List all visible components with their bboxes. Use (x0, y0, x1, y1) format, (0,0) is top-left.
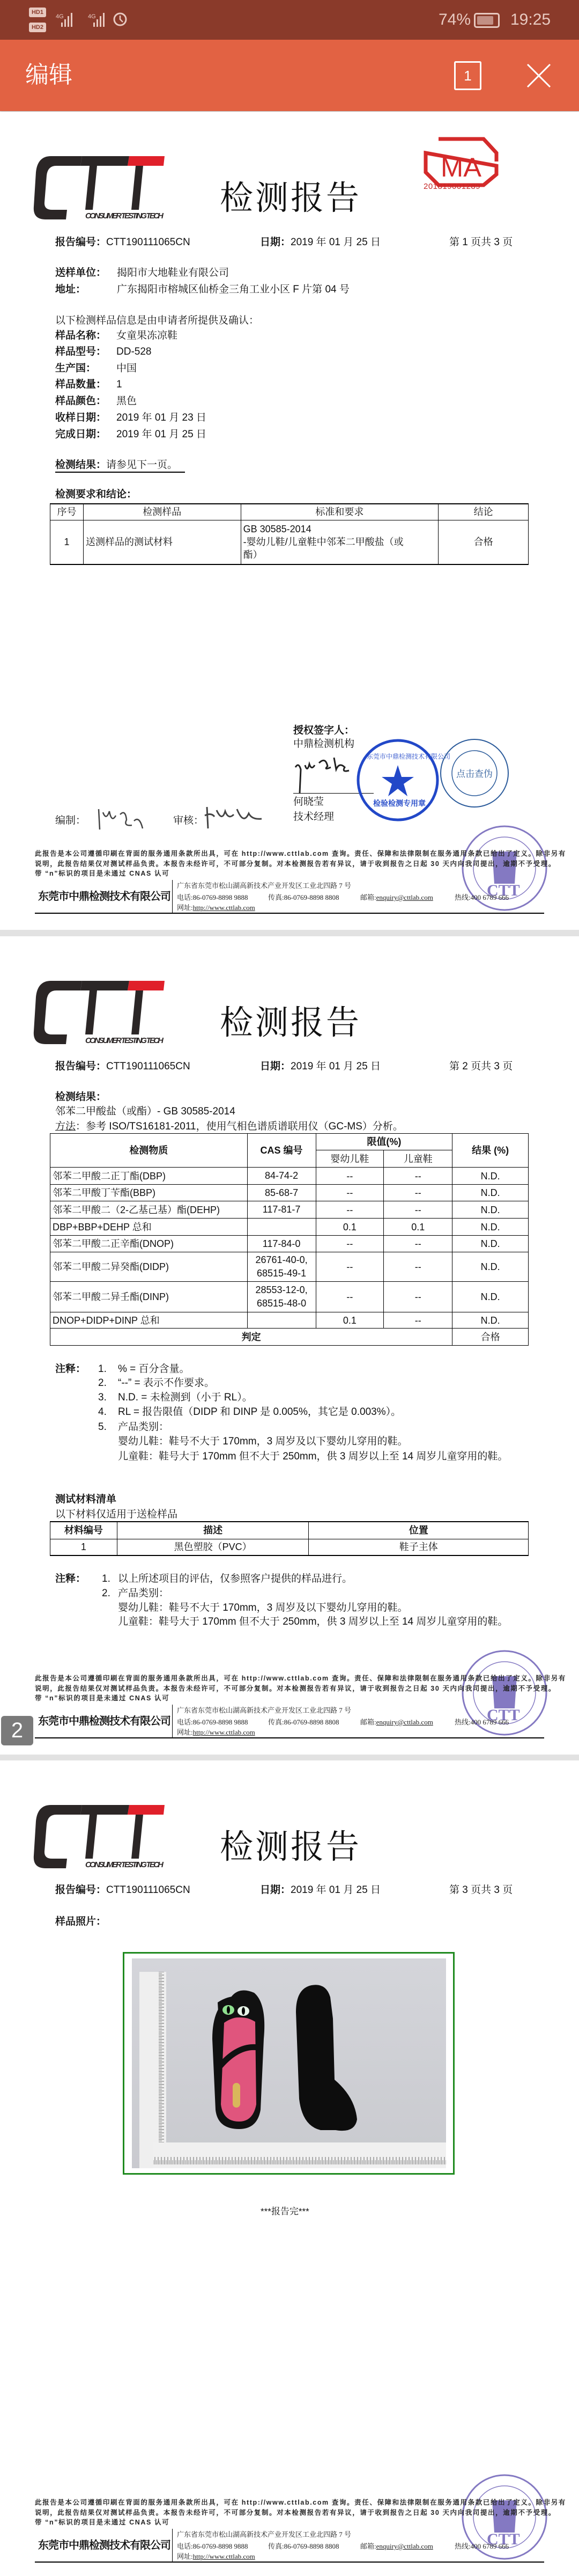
row-number: 1 (50, 520, 84, 564)
material-number: 1 (50, 1539, 117, 1555)
prepared-by-label: 编制： (55, 815, 86, 826)
signatory-title: 技术经理 (293, 811, 335, 823)
svg-text:4G: 4G (88, 13, 96, 20)
column-header: 标准和要求 (241, 504, 439, 520)
footer-phone: 电话:86-0769-8898 9888 (177, 2542, 248, 2550)
footer-website[interactable]: 网址:http://www.cttlab.com (177, 2552, 255, 2560)
note-text: 儿童鞋：鞋号大于 170mm 但不大于 250mm，供 3 周岁以上至 14 周岁儿童穿用的鞋。 (118, 1616, 508, 1627)
footer-website[interactable]: 网址:http://www.cttlab.com (177, 904, 255, 912)
document-title: 检测报告 (220, 1829, 362, 1866)
row-sample: 送测样品的测试材料 (83, 520, 241, 564)
table-row (50, 1201, 529, 1219)
notes-label: 注释： (55, 1363, 86, 1375)
sample-info-value: 2019 年 01 月 25 日 (116, 429, 206, 440)
column-header: 检测样品 (83, 504, 241, 520)
sample-info-label: 样品颜色： (55, 395, 107, 407)
cell-result: N.D. (452, 1185, 529, 1201)
page-badge: 2 (1, 1716, 33, 1745)
cell-infant: -- (316, 1282, 384, 1312)
note-number: 2. (102, 1588, 110, 1599)
client-value: 揭阳市大地鞋业有限公司 (117, 267, 229, 278)
svg-text:CTT: CTT (487, 2530, 520, 2548)
sim1-hd-badge: HD1 (29, 8, 46, 17)
sample-photo (132, 1958, 446, 2168)
table-row (50, 520, 529, 564)
sample-info-label: 收样日期： (55, 412, 107, 423)
footer-hotline: 热线:400 6789 666 (455, 2542, 509, 2550)
sample-info-value: 2019 年 01 月 23 日 (116, 412, 206, 423)
cell-result: N.D. (452, 1219, 529, 1236)
test-result-summary: 检测结果：请参见下一页。 (55, 459, 185, 473)
conclusion-heading: 检测要求和结论： (55, 489, 137, 500)
table-row (50, 1539, 529, 1555)
column-header: 位置 (309, 1522, 529, 1539)
cma-number: 201819001289 (424, 182, 481, 191)
table-header-row (50, 1522, 529, 1539)
table-row (50, 1282, 529, 1312)
table-row (50, 1185, 529, 1201)
table-row (50, 1252, 529, 1282)
cell-cas: 26761-40-0, 68515-49-1 (247, 1252, 316, 1282)
note-text: 产品类别： (118, 1421, 169, 1433)
footer-address: 广东省东莞市松山湖高新技术产业开发区工业北四路 7 号 (177, 882, 352, 890)
sample-info-label: 完成日期： (55, 429, 107, 440)
cell-infant: -- (316, 1252, 384, 1282)
note-text: “--” = 表示不作要求。 (118, 1377, 214, 1389)
svg-text:东莞市中鼎检测技术有限公司: 东莞市中鼎检测技术有限公司 (367, 753, 451, 760)
svg-text:CONSUMER TESTING TECH: CONSUMER TESTING TECH (85, 1860, 164, 1869)
ctt-logo (29, 1803, 166, 1870)
sample-info-label: 样品型号： (55, 346, 107, 357)
footer-phone: 电话:86-0769-8898 9888 (177, 1718, 248, 1726)
page-footer (35, 2529, 544, 2563)
footer-email[interactable]: 邮箱:enquiry@cttlab.com (360, 893, 433, 901)
column-header: 儿童鞋 (384, 1150, 452, 1168)
cell-substance: 邻苯二甲酸二正丁酯(DBP) (50, 1168, 248, 1185)
ctt-logo (29, 979, 166, 1046)
results-heading: 检测结果： (55, 1091, 107, 1103)
cell-result: N.D. (452, 1312, 529, 1329)
report-page-1 (0, 112, 579, 930)
note-text: % = 百分含量。 (118, 1363, 190, 1375)
reviewed-signature (204, 804, 265, 831)
note-number: 1. (98, 1363, 107, 1375)
sample-info-value: 1 (116, 379, 122, 390)
column-header: 结论 (439, 504, 529, 520)
materials-heading: 测试材料清单 (55, 1494, 117, 1505)
note-number: 1. (102, 1573, 110, 1584)
note-text: RL = 报告限值（DIDP 和 DINP 是 0.005%，其它是 0.003%）。 (118, 1406, 402, 1418)
verdict-label: 判定 (50, 1329, 452, 1346)
cell-child: -- (384, 1168, 452, 1185)
battery-percent: 74% (439, 11, 471, 28)
row-conclusion: 合格 (439, 520, 529, 564)
cell-infant: -- (316, 1168, 384, 1185)
footer-fax: 传真:86-0769-8898 8808 (268, 1718, 339, 1726)
sample-info-value: 黑色 (116, 395, 137, 407)
ctt-logo (29, 154, 166, 222)
cell-result: N.D. (452, 1236, 529, 1252)
prepared-signature (96, 805, 145, 832)
signatory-org: 中鼎检测机构 (293, 738, 355, 750)
note-number: 4. (98, 1406, 107, 1418)
sample-info-label: 生产国： (55, 363, 96, 374)
footer-address: 广东省东莞市松山湖高新技术产业开发区工业北四路 7 号 (177, 2530, 352, 2538)
materials-table (50, 1521, 529, 1556)
table-header-row (50, 504, 529, 520)
cell-child: -- (384, 1252, 452, 1282)
page-footer (35, 880, 544, 914)
document-title: 检测报告 (220, 180, 362, 217)
note-text: 产品类别： (118, 1588, 169, 1599)
column-header: CAS 编号 (247, 1134, 316, 1168)
table-row (50, 1312, 529, 1329)
table-row (50, 1236, 529, 1252)
cell-substance: 邻苯二甲酸丁苄酯(BBP) (50, 1185, 248, 1201)
note-text: 儿童鞋：鞋号大于 170mm 但不大于 250mm，供 3 周岁以上至 14 周岁儿童穿用的鞋。 (118, 1451, 508, 1462)
signal-icons (28, 8, 140, 38)
footer-company: 东莞市中鼎检测技术有限公司 (35, 880, 173, 914)
cell-cas: 84-74-2 (247, 1168, 316, 1185)
note-number: 5. (98, 1421, 107, 1433)
app-title: 编辑 (25, 62, 72, 88)
footer-hotline: 热线:400 6789 666 (455, 1718, 509, 1726)
disclaimer-line: 说明，此报告结果仅对测试样品负责。本报告未经许可，不可部分复制。对本检测报告若有异议，请于收到报告之日起 30 天内向我司提出，逾期不予受理。 (35, 1685, 556, 1692)
cell-cas: 117-81-7 (247, 1201, 316, 1219)
svg-text:CONSUMER TESTING TECH: CONSUMER TESTING TECH (85, 1036, 164, 1045)
note-text: 婴幼儿鞋：鞋号不大于 170mm，3 周岁及以下婴幼儿穿用的鞋。 (118, 1436, 408, 1447)
footer-hotline: 热线:400 6789 666 (455, 893, 509, 901)
footer-fax: 传真:86-0769-8898 8808 (268, 893, 339, 901)
cell-substance: 邻苯二甲酸二（2-乙基己基）酯(DEHP) (50, 1201, 248, 1219)
disclaimer-line: 带 “n”标识的项目是未通过 CNAS 认可 (35, 1694, 170, 1702)
disclaimer-line: 带 “n”标识的项目是未通过 CNAS 认可 (35, 2519, 170, 2526)
cell-result: N.D. (452, 1282, 529, 1312)
row-standard: GB 30585-2014 -婴幼儿鞋/儿童鞋中邻苯二甲酸盐（或 酯） (241, 520, 439, 564)
footer-address: 广东省东莞市松山湖高新技术产业开发区工业北四路 7 号 (177, 1706, 352, 1714)
page-footer (35, 1705, 544, 1738)
client-label: 送样单位： (55, 267, 107, 278)
svg-text:CTT: CTT (487, 882, 520, 899)
report-end: ***报告完*** (261, 2206, 309, 2217)
table-row (50, 1168, 529, 1185)
cell-child: -- (384, 1282, 452, 1312)
footer-company: 东莞市中鼎检测技术有限公司 (35, 2529, 173, 2563)
column-header: 结果 (%) (452, 1134, 529, 1168)
disclaimer-line: 说明，此报告结果仅对测试样品负责。本报告未经许可，不可部分复制。对本检测报告若有异议，请于收到报告之日起 30 天内向我司提出，逾期不予受理。 (35, 2509, 556, 2516)
disclaimer-line: 带 “n”标识的项目是未通过 CNAS 认可 (35, 870, 170, 877)
page-number: 第 1 页共 3 页 (449, 237, 513, 248)
conclusion-table (50, 503, 529, 565)
cell-infant: 0.1 (316, 1219, 384, 1236)
cell-cas: 28553-12-0, 68515-48-0 (247, 1282, 316, 1312)
svg-text:4G: 4G (56, 13, 64, 20)
note-number: 3. (98, 1392, 107, 1403)
test-item: 邻苯二甲酸盐（或酯）- GB 30585-2014 (55, 1106, 235, 1117)
cell-child: -- (384, 1312, 452, 1329)
battery-icon (474, 13, 500, 28)
sample-info-value: 女童果冻凉鞋 (116, 330, 178, 341)
cell-child: 0.1 (384, 1219, 452, 1236)
cell-infant: -- (316, 1185, 384, 1201)
signatory-name: 何晓莹 (293, 796, 324, 808)
cell-substance: 邻苯二甲酸二异癸酯(DIDP) (50, 1252, 248, 1282)
verdict-value: 合格 (452, 1329, 529, 1346)
report-page-3 (0, 1760, 579, 2576)
verdict-row (50, 1329, 529, 1346)
disclaimer-line: 此报告是本公司遵循印刷在背面的服务通用条款所出具，可在 http://www.cttlab.com 查询。责任、保障和法律限制在服务通用条款已给出了定义。除非另有 (35, 2499, 566, 2506)
clock: 19:25 (510, 11, 551, 28)
page-number: 第 3 页共 3 页 (449, 1884, 513, 1896)
sample-info-value: 中国 (116, 363, 137, 374)
notes-label: 注释： (55, 1573, 86, 1584)
column-header: 检测物质 (50, 1134, 248, 1168)
cell-infant: 0.1 (316, 1312, 384, 1329)
photo-label: 样品照片： (55, 1916, 107, 1927)
svg-text:CTT: CTT (487, 1706, 520, 1724)
cell-substance: DNOP+DIDP+DINP 总和 (50, 1312, 248, 1329)
official-seal-stamp (355, 737, 451, 823)
report-page-2 (0, 936, 579, 1755)
app-bar (0, 40, 579, 111)
material-description: 黑色塑胶（PVC） (117, 1539, 309, 1555)
cell-substance: 邻苯二甲酸二正辛酯(DNOP) (50, 1236, 248, 1252)
test-method: 方法：参考 ISO/TS16181-2011，使用气相色谱质谱联用仪（GC-MS）分析。 (55, 1121, 403, 1132)
disclaimer-line: 此报告是本公司遵循印刷在背面的服务通用条款所出具，可在 http://www.cttlab.com 查询。责任、保障和法律限制在服务通用条款已给出了定义。除非另有 (35, 850, 566, 857)
cell-result: N.D. (452, 1201, 529, 1219)
cell-result: N.D. (452, 1252, 529, 1282)
cell-cas: 85-68-7 (247, 1185, 316, 1201)
note-text: 以上所述项目的评估，仅参照客户提供的样品进行。 (118, 1573, 353, 1584)
sample-photo-frame (123, 1952, 455, 2175)
material-location: 鞋子主体 (309, 1539, 529, 1555)
column-header: 描述 (117, 1522, 309, 1539)
svg-text:MA: MA (441, 152, 482, 182)
footer-company: 东莞市中鼎检测技术有限公司 (35, 1705, 173, 1738)
sample-info-label: 样品名称： (55, 330, 107, 341)
svg-text:检验检测专用章: 检验检测专用章 (373, 799, 426, 808)
column-header: 序号 (50, 504, 84, 520)
column-header: 限值(%) (316, 1134, 452, 1150)
report-number: 报告编号：CTT190111065CN (55, 1061, 190, 1072)
disclaimer-line: 此报告是本公司遵循印刷在背面的服务通用条款所出具，可在 http://www.cttlab.com 查询。责任、保障和法律限制在服务通用条款已给出了定义。除非另有 (35, 1675, 566, 1682)
cell-substance: 邻苯二甲酸二异壬酯(DINP) (50, 1282, 248, 1312)
table-row (50, 1219, 529, 1236)
verify-stamp[interactable] (439, 737, 510, 809)
disclaimer-line: 说明，此报告结果仅对测试样品负责。本报告未经许可，不可部分复制。对本检测报告若有异议，请于收到报告之日起 30 天内向我司提出，逾期不予受理。 (35, 860, 556, 868)
cell-result: N.D. (452, 1168, 529, 1185)
footer-fax: 传真:86-0769-8898 8808 (268, 2542, 339, 2550)
column-header: 婴幼儿鞋 (316, 1150, 384, 1168)
cell-child: -- (384, 1236, 452, 1252)
status-bar (0, 0, 579, 40)
note-number: 2. (98, 1377, 107, 1389)
column-header: 材料编号 (50, 1522, 117, 1539)
note-text: N.D. = 未检测到（小于 RL）。 (118, 1392, 253, 1403)
signatory-label: 授权签字人： (293, 725, 355, 736)
cell-child: -- (384, 1185, 452, 1201)
cell-cas (247, 1312, 316, 1329)
address-value: 广东揭阳市榕城区仙桥金三角工业小区 F 片第 04 号 (117, 284, 350, 295)
footer-website[interactable]: 网址:http://www.cttlab.com (177, 1728, 255, 1736)
cell-cas (247, 1219, 316, 1236)
footer-email[interactable]: 邮箱:enquiry@cttlab.com (360, 2542, 433, 2550)
cell-cas: 117-84-0 (247, 1236, 316, 1252)
svg-text:点击查伪: 点击查伪 (456, 769, 493, 779)
document-title: 检测报告 (220, 1005, 362, 1041)
results-table (50, 1133, 529, 1346)
address-label: 地址： (55, 284, 86, 295)
reviewed-by-label: 审核： (173, 815, 204, 826)
report-date: 日期：2019 年 01 月 25 日 (260, 237, 381, 248)
sample-info-intro: 以下检测样品信息是由申请者所提供及确认： (55, 315, 259, 326)
sample-info-label: 样品数量： (55, 379, 107, 390)
signature-image (293, 751, 352, 794)
footer-email[interactable]: 邮箱:enquiry@cttlab.com (360, 1718, 433, 1726)
page-number: 第 2 页共 3 页 (449, 1061, 513, 1072)
report-date: 日期：2019 年 01 月 25 日 (260, 1884, 381, 1896)
table-header-row (50, 1134, 529, 1150)
page-indicator-button[interactable]: 1 (454, 61, 481, 90)
close-icon[interactable] (524, 62, 553, 89)
report-number: 报告编号：CTT190111065CN (55, 1884, 190, 1896)
note-text: 婴幼儿鞋：鞋号不大于 170mm，3 周岁及以下婴幼儿穿用的鞋。 (118, 1602, 408, 1613)
sim2-hd-badge: HD2 (29, 23, 46, 32)
svg-text:CONSUMER TESTING TECH: CONSUMER TESTING TECH (85, 211, 164, 221)
sample-info-value: DD-528 (116, 346, 152, 357)
cell-infant: -- (316, 1236, 384, 1252)
cell-substance: DBP+BBP+DEHP 总和 (50, 1219, 248, 1236)
materials-intro: 以下材料仅适用于送检样品 (55, 1509, 178, 1520)
cell-child: -- (384, 1201, 452, 1219)
report-number: 报告编号：CTT190111065CN (55, 237, 190, 248)
report-date: 日期：2019 年 01 月 25 日 (260, 1061, 381, 1072)
cell-infant: -- (316, 1201, 384, 1219)
footer-phone: 电话:86-0769-8898 9888 (177, 893, 248, 901)
